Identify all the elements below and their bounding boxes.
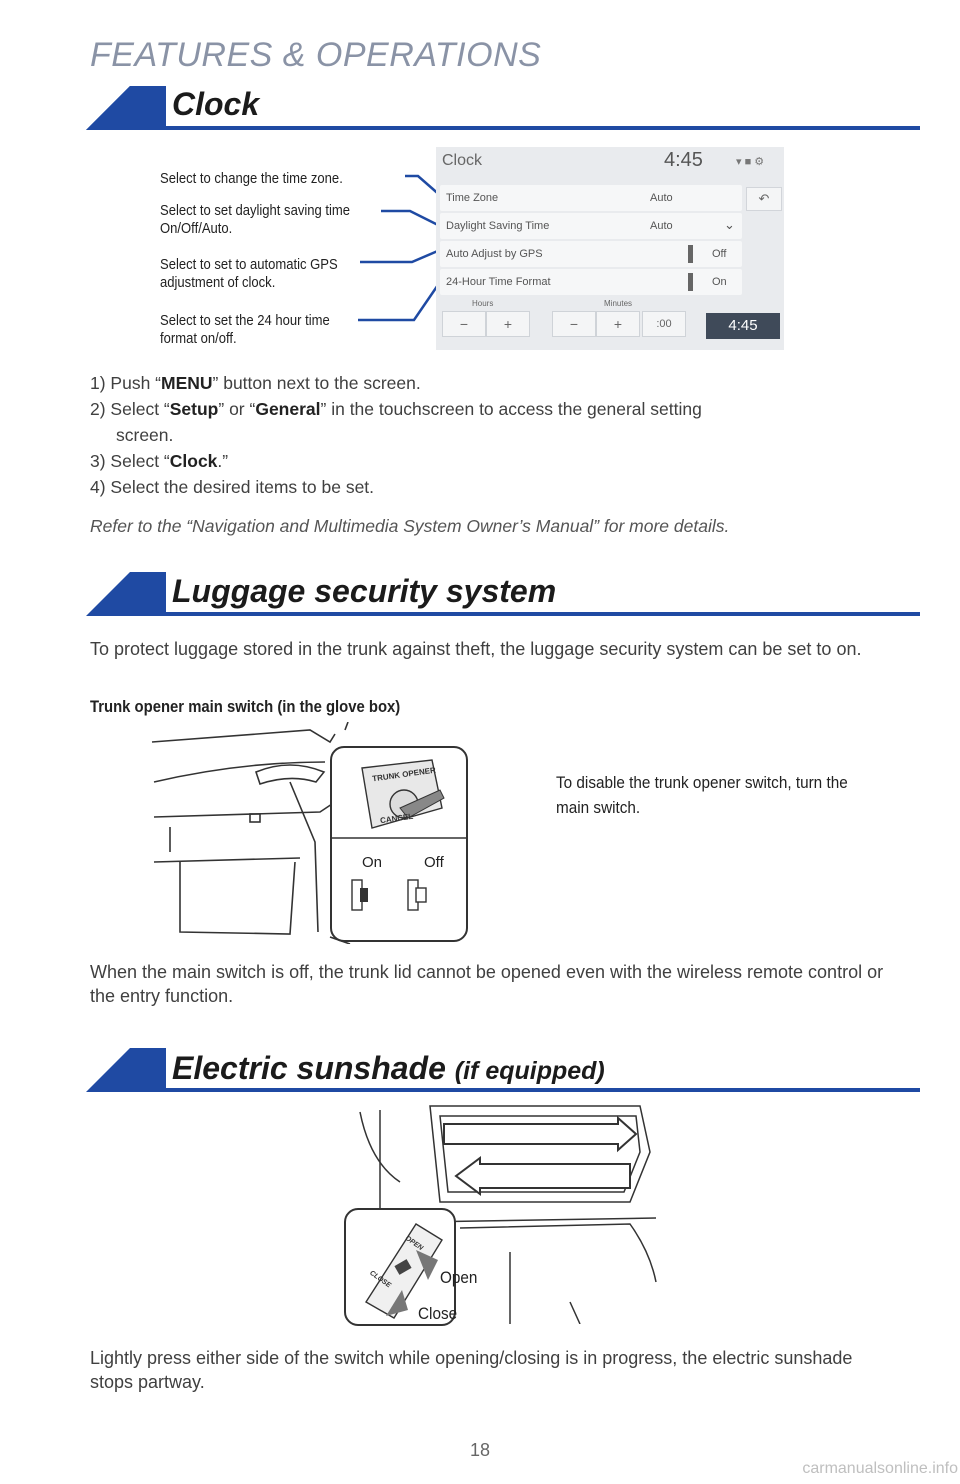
set-time-button[interactable]: 4:45 (706, 313, 780, 339)
switch-on-label: On (362, 854, 383, 871)
hours-label: Hours (472, 299, 494, 308)
hours-plus-button[interactable]: + (486, 311, 530, 337)
row-label: Auto Adjust by GPS (446, 248, 543, 260)
sunshade-title-suffix: (if equipped) (454, 1057, 605, 1085)
trunk-opener-label: TRUNK OPENER (371, 765, 437, 784)
page-number: 18 (469, 1440, 491, 1460)
screen-title: Clock (442, 152, 483, 169)
switch-open-label: OPEN (403, 1234, 425, 1253)
row-daylight-saving[interactable] (440, 213, 742, 239)
luggage-subheading: Trunk opener main switch (in the glove box) (90, 698, 401, 716)
callout-time-zone: Select to change the time zone. (160, 171, 343, 187)
minutes-label: Minutes (604, 299, 633, 308)
minutes-minus-button[interactable]: − (552, 311, 596, 337)
close-label: Close (418, 1304, 458, 1323)
trunk-callout: To disable the trunk opener switch, turn the main switch. (556, 773, 848, 817)
switch-close-label: CLOSE (368, 1269, 392, 1290)
row-time-zone[interactable] (440, 185, 742, 211)
row-value: Auto (650, 192, 673, 204)
cancel-label: CANCEL (379, 811, 414, 826)
back-button[interactable]: ↶ (746, 187, 782, 211)
callout-daylight-saving: Select to set daylight saving time On/Off/Auto. (160, 203, 351, 237)
callout-24-hour: Select to set the 24 hour time format on/off. (160, 313, 330, 347)
sunshade-title-text: Electric sunshade (172, 1050, 446, 1086)
callout-gps-adjust: Select to set to automatic GPS adjustment of clock. (160, 257, 338, 291)
watermark: carmanualsonline.info (802, 1460, 958, 1477)
row-label: Daylight Saving Time (446, 220, 550, 232)
row-value: On (712, 276, 727, 288)
switch-off-label: Off (424, 854, 444, 871)
sunshade-section-title (172, 1050, 605, 1087)
clock-section-title: Clock (172, 86, 260, 122)
step-2: 2) Select “Setup” or “General” in the touchscreen to access the general setting (90, 399, 702, 419)
minutes-plus-button[interactable]: + (596, 311, 640, 337)
step-4: 4) Select the desired items to be set. (90, 477, 375, 497)
clock-note: Refer to the “Navigation and Multimedia System Owner’s Manual” for more details. (90, 516, 730, 536)
luggage-body: When the main switch is off, the trunk lid cannot be opened even with the wireless remote control or the entry function. (90, 962, 884, 1006)
clock-screen-image (436, 147, 784, 350)
step-1: 1) Push “MENU” button next to the screen. (90, 373, 421, 393)
row-gps-adjust[interactable] (440, 241, 742, 267)
toggle-indicator (688, 273, 693, 291)
sunshade-body: Lightly press either side of the switch while opening/closing is in progress, the electric sunshade stops partway. (90, 1348, 853, 1392)
hours-minus-button[interactable]: − (442, 311, 486, 337)
step-3: 3) Select “Clock.” (90, 451, 229, 471)
chevron-down-icon: ⌄ (724, 217, 735, 232)
page-header: FEATURES & OPERATIONS (90, 36, 542, 74)
screen-time: 4:45 (664, 149, 703, 171)
row-label: Time Zone (446, 192, 499, 204)
status-icons: ▾ ■ ⚙ (736, 156, 765, 168)
row-24-hour[interactable] (440, 269, 742, 295)
switch-detail-inset (330, 746, 468, 942)
toggle-indicator (688, 245, 693, 263)
row-value: Auto (650, 220, 673, 232)
row-value: Off (712, 248, 727, 260)
row-label: 24-Hour Time Format (446, 276, 551, 288)
luggage-intro: To protect luggage stored in the trunk against theft, the luggage security system can be set to on. (90, 639, 862, 659)
zero-minutes-button[interactable]: :00 (642, 311, 686, 337)
step-2-continued: screen. (116, 425, 174, 445)
open-label: Open (440, 1268, 478, 1287)
luggage-section-title: Luggage security system (172, 573, 557, 609)
